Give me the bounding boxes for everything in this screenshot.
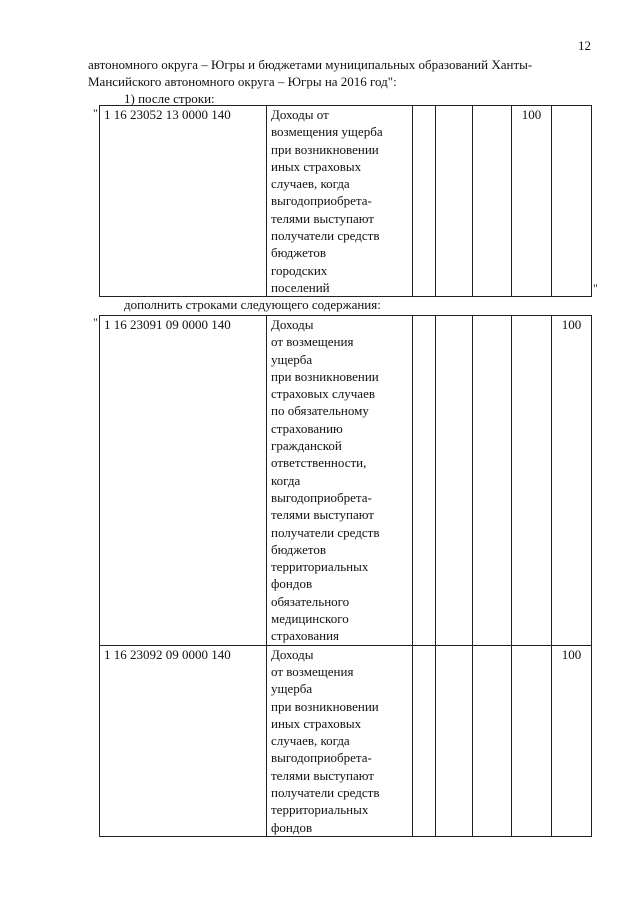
budget-code-cell: 1 16 23092 09 0000 140 [100, 645, 267, 836]
name-line: телями выступают [271, 767, 374, 783]
percent-cell-col6 [512, 316, 552, 646]
close-quote: " [593, 281, 598, 295]
budget-code-cell: 1 16 23052 13 0000 140 [100, 106, 267, 297]
page-number: 12 [578, 38, 591, 53]
name-line: от возмещения [271, 663, 354, 679]
percent-cell-col7 [552, 106, 592, 297]
name-line: по обязательному [271, 403, 369, 419]
new-rows-table [99, 315, 592, 837]
name-line: Доходы [271, 646, 314, 662]
income-name-cell [267, 106, 413, 297]
name-line: страховых случаев [271, 386, 375, 402]
blank-cell [473, 316, 512, 646]
name-line: получатели средств [271, 785, 380, 801]
name-line: фондов [271, 576, 313, 592]
name-line: случаев, когда [271, 176, 350, 192]
name-line: Доходы [271, 317, 314, 332]
existing-row-table [99, 105, 592, 297]
blank-cell [473, 106, 512, 297]
name-line: гражданской [271, 438, 342, 454]
name-line: поселений [271, 279, 330, 295]
name-line: страхования [271, 628, 340, 644]
name-line: территориальных [271, 802, 369, 818]
name-line: выгодоприобрета- [271, 193, 372, 209]
blank-cell [436, 316, 473, 646]
percent-cell-col7: 100 [552, 645, 592, 836]
intro-line: Мансийского автономного округа – Югры на 2016 год": [88, 74, 397, 89]
intro-paragraph [88, 56, 608, 90]
table-row [100, 106, 592, 297]
name-line: Доходы от [271, 107, 329, 122]
name-line: иных страховых [271, 715, 362, 731]
name-line: получатели средств [271, 228, 380, 244]
table-row [100, 645, 592, 836]
budget-code-cell: 1 16 23091 09 0000 140 [100, 316, 267, 646]
name-line: от возмещения [271, 334, 354, 350]
name-line: случаев, когда [271, 733, 350, 749]
open-quote: " [93, 106, 98, 120]
name-line: выгодоприобрета- [271, 489, 372, 505]
name-line: выгодоприобрета- [271, 750, 372, 766]
blank-cell [413, 316, 436, 646]
income-name-cell [267, 316, 413, 646]
name-line: бюджетов [271, 245, 327, 261]
blank-cell [413, 645, 436, 836]
blank-cell [413, 106, 436, 297]
name-line: обязательного [271, 593, 350, 609]
income-name-cell [267, 645, 413, 836]
name-line: ущерба [271, 681, 313, 697]
table-row [100, 316, 592, 646]
name-line: медицинского [271, 611, 349, 627]
name-line: при возникновении [271, 698, 379, 714]
name-line: территориальных [271, 559, 369, 575]
insert-heading: дополнить строками следующего содержания: [124, 297, 381, 312]
open-quote: " [93, 315, 98, 329]
name-line: ответственности, [271, 455, 367, 471]
name-line: ущерба [271, 351, 313, 367]
name-line: фондов [271, 819, 313, 835]
blank-cell [436, 645, 473, 836]
name-line: телями выступают [271, 507, 374, 523]
name-line: страхованию [271, 420, 343, 436]
name-line: при возникновении [271, 368, 379, 384]
blank-cell [473, 645, 512, 836]
name-line: возмещения ущерба [271, 124, 383, 140]
name-line: телями выступают [271, 210, 374, 226]
name-line: иных страховых [271, 158, 362, 174]
name-line: когда [271, 472, 301, 488]
intro-line: автономного округа – Югры и бюджетами муниципальных образований Ханты- [88, 57, 533, 72]
percent-cell-col6 [512, 645, 552, 836]
percent-cell-col7: 100 [552, 316, 592, 646]
item1-heading: 1) после строки: [124, 91, 215, 106]
name-line: при возникновении [271, 141, 379, 157]
name-line: получатели средств [271, 524, 380, 540]
percent-cell-col6: 100 [512, 106, 552, 297]
name-line: городских [271, 262, 328, 278]
blank-cell [436, 106, 473, 297]
name-line: бюджетов [271, 541, 327, 557]
